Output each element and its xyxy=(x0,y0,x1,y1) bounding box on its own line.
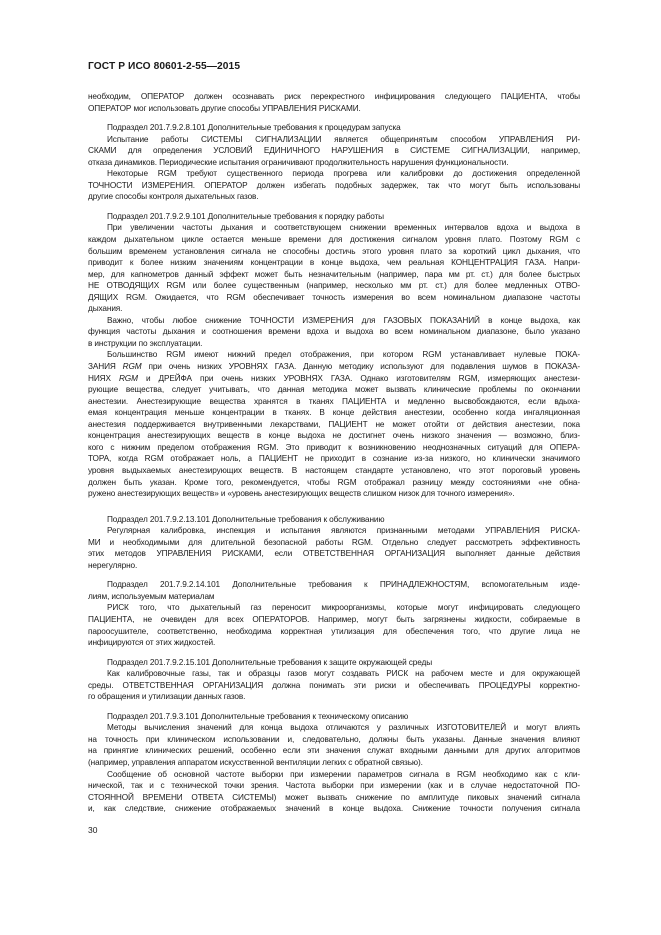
text-line: пароосушителе, соответственно, необходима корректная утилизация для обеспечения того, что другие лица не xyxy=(88,626,580,636)
text-line: Подраздел 201.7.9.2.13.101 Дополнительные требования к обслуживанию xyxy=(107,514,385,524)
italic-term: RGM xyxy=(118,373,138,383)
text-line: среды. ОТВЕТСТВЕННАЯ ОРГАНИЗАЦИЯ должна понимать эти риски и обеспечивать ПРОЦЕДУРЫ корректно- xyxy=(88,680,580,690)
text-line: Подраздел 201.7.9.2.8.101 Дополнительные требования к процедурам запуска xyxy=(107,123,401,133)
text-line: каждом дыхательном цикле остается меньше времени для достижения сигналом уровня плато. Поэтому RGM с xyxy=(88,235,580,245)
text-line: Методы вычисления значений для конца выдоха отличаются у различных ИЗГОТОВИТЕЛЕЙ и могут влиять xyxy=(107,723,580,733)
text-line: большим временем установления сигнала не способны достичь этого уровня плато за короткий цикл дыхания, что xyxy=(88,246,580,256)
text-segment: при очень низких УРОВНЯХ ГАЗА. Данную методику используют для подавления шумов в ПОКАЗА- xyxy=(141,362,581,372)
text-block-continuation xyxy=(88,91,580,114)
text-line: лиям, используемым материалам xyxy=(88,591,215,601)
text-line: Испытание работы СИСТЕМЫ СИГНАЛИЗАЦИИ является общепринятым способом УПРАВЛЕНИЯ РИ- xyxy=(107,134,580,144)
text-line: функция частоты дыхания и соотношения времени вдоха и выдоха во всем номинальном диапазоне, было указано xyxy=(88,327,580,337)
text-line: должен быть указан. Кроме того, рекомендуется, чтобы RGM отображал разницу между состояниями «не обна- xyxy=(88,477,580,487)
text-line: Регулярная калибровка, инспекция и испытания являются признанными методами УПРАВЛЕНИЯ РИСКА- xyxy=(107,526,580,536)
text-line: и, как следствие, снижение отображаемых значений в конце выдоха. Снижение точности получения сигнала xyxy=(88,804,580,814)
text-line: (например, управления аппаратом искусственной вентиляции легких с обратной связью). xyxy=(88,757,423,767)
section-startup-procedures xyxy=(88,122,580,203)
text-line: СТОЯННОЙ ВРЕМЕНИ ОТВЕТА СИСТЕМЫ) может вызвать снижение по амплитуде пиковых значений сигнала xyxy=(88,792,580,802)
text-line: При увеличении частоты дыхания и соответствующем снижении временных интервалов вдоха и выдоха в xyxy=(107,223,580,233)
text-line: ДЯЩИХ RGM. Ожидается, что RGM обеспечивает точность измерения во всем номинальном диапазоне частоты xyxy=(88,292,580,302)
text-line: НЕ ОТВОДЯЩИХ RGM или более существенным (например, несколько мм рт. ст.) для более медленных ОТВО- xyxy=(88,281,580,291)
text-line: го обращения и утилизации данных газов. xyxy=(88,692,246,702)
text-line: этих методов УПРАВЛЕНИЯ РИСКАМИ, если ОТВЕТСТВЕННАЯ ОРГАНИЗАЦИЯ выполняет данные действия xyxy=(88,549,580,559)
text-line: отказа динамиков. Периодические испытания ограничивают продолжительность нарушения функциональности. xyxy=(88,157,509,167)
text-line: ПАЦИЕНТА, не очевиден для всех ОПЕРАТОРОВ. Например, могут быть загрязнены жидкости, собираемые в xyxy=(88,614,580,624)
text-line: другие способы контроля дыхательных газов. xyxy=(88,192,259,202)
text-line: Важно, чтобы любое снижение ТОЧНОСТИ ИЗМЕРЕНИЯ для ГАЗОВЫХ ПОКАЗАНИЙ в конце выдоха, как xyxy=(107,315,580,325)
text-line: Большинство RGM имеют нижний предел отображения, при котором RGM устанавливает нулевые ПОКА- xyxy=(107,350,580,360)
page-number: 30 xyxy=(88,824,98,835)
text-line: Подраздел 201.7.9.2.14.101 Дополнительные требования к ПРИНАДЛЕЖНОСТЯМ, вспомогательным изде- xyxy=(107,580,580,590)
section-accessories xyxy=(88,579,580,648)
text-line: Подраздел 201.7.9.2.15.101 Дополнительные требования к защите окружающей среды xyxy=(107,657,432,667)
text-line: в инструкции по эксплуатации. xyxy=(88,338,203,348)
text-line: ТОРА, когда RGM отображает ноль, а ПАЦИЕНТ не приходит в сознание из-за низкого, но клинически значимого xyxy=(88,454,580,464)
section-environment-protection xyxy=(88,657,580,703)
text-line: анестезии. Анестезирующие вещества хранятся в тканях ПАЦИЕНТА и медленно высвобождаются, если вдыха- xyxy=(88,396,580,406)
text-line: концентрация анестезирующих веществ в конце выдоха не достигнет очень низкого значения — возможно, близ- xyxy=(88,431,580,441)
text-line: инфицируются от этих жидкостей. xyxy=(88,638,216,648)
text-segment: ЗАНИЯ xyxy=(88,362,123,372)
text-segment: НИЯХ xyxy=(88,373,119,383)
text-line: необходим, ОПЕРАТОР должен осознавать риск перекрестного инфицирования следующего ПАЦИЕНТА, чтобы xyxy=(88,92,580,101)
text-line: Некоторые RGM требуют существенного периода прогрева или калибровки до достижения определенной xyxy=(107,169,580,179)
text-line: уровня выдыхаемых анестезирующих веществ. В настоящем стандарте установлено, что этот пороговый уровень xyxy=(88,465,580,475)
text-line: Подраздел 201.7.9.2.9.101 Дополнительные требования к порядку работы xyxy=(107,211,384,221)
text-line: РИСК того, что дыхательный газ переносит микроорганизмы, которые могут инфицировать следующего xyxy=(107,603,580,613)
text-line: дыхания. xyxy=(88,304,123,314)
text-line: емая концентрация меньше концентрации в тканях. В конце действия анестезии, особенно когда ингаляционная xyxy=(88,408,580,418)
document-header-title: ГОСТ Р ИСО 80601-2-55—2015 xyxy=(88,61,241,72)
italic-term: RGM xyxy=(122,362,142,372)
section-maintenance xyxy=(88,514,580,572)
text-line xyxy=(88,373,580,385)
section-technical-description xyxy=(88,711,580,815)
text-line: мер, для капнометров данный эффект может быть незначительным (например, пара мм рт. ст.) для более быстрых xyxy=(88,269,580,279)
text-line: Сообщение об основной частоте выборки при измерении параметров сигнала в RGM необходимо как с кли- xyxy=(107,769,580,779)
text-segment: и ДРЕЙФА при очень низких УРОВНЯХ ГАЗА. Однако изготовителям RGM, измеряющих анестези- xyxy=(137,373,580,383)
text-line: ТОЧНОСТИ ИЗМЕРЕНИЯ. ОПЕРАТОР должен избегать подобных задержек, так что могут быть использованы xyxy=(88,180,580,190)
text-line: Подраздел 201.7.9.3.101 Дополнительные требования к техническому описанию xyxy=(107,711,409,721)
text-line: анестезия поддерживается внутривенными лекарствами, ПАЦИЕНТ не может отойти от действия анестезии, пока xyxy=(88,419,580,429)
document-body xyxy=(88,91,580,836)
text-line: СКАМИ для определения УСЛОВИЙ ЕДИНИЧНОГО НАРУШЕНИЯ в СИСТЕМЕ СИГНАЛИЗАЦИИ, например, xyxy=(88,146,580,156)
text-line: Как калибровочные газы, так и образцы газов могут создавать РИСК на рабочем месте и для окружающей xyxy=(107,669,580,679)
text-line: на принятие клинических решений, особенно если эти значения служат входными данными для других алгоритмов xyxy=(88,746,580,756)
text-line xyxy=(88,361,580,373)
text-line: ружено анестезирующих веществ» и «уровень анестезирующих веществ слишком низок для точного измерения». xyxy=(88,489,515,499)
text-line: кого с нижним пределом отображения RGM. Это приводит к возникновению неоднозначных ситуаций для ОПЕРА- xyxy=(88,442,580,452)
text-line: МИ и необходимыми для длительной безопасной работы RGM. Отдельно следует рассмотреть эффективность xyxy=(88,537,580,547)
section-operating-procedure xyxy=(88,211,580,500)
text-line: приводит к более низким значениям концентрации в конце выдоха, чем реальная КОНЦЕНТРАЦИЯ ГАЗА. Напри- xyxy=(88,258,580,268)
text-line: нической, так и с технической точки зрения. Частота выборки при измерении (как и в случае недостаточной ПО- xyxy=(88,781,580,791)
text-line: рующие вещества, следует учитывать, что данная методика может вызвать клинические проблемы по окончании xyxy=(88,385,580,395)
text-line: ОПЕРАТОР мог использовать другие способы УПРАВЛЕНИЯ РИСКАМИ. xyxy=(88,103,361,113)
text-line: на точность при клиническом использовании и, следовательно, должны быть указаны. Данные значения влияют xyxy=(88,734,580,744)
text-line: нерегулярно. xyxy=(88,560,138,570)
